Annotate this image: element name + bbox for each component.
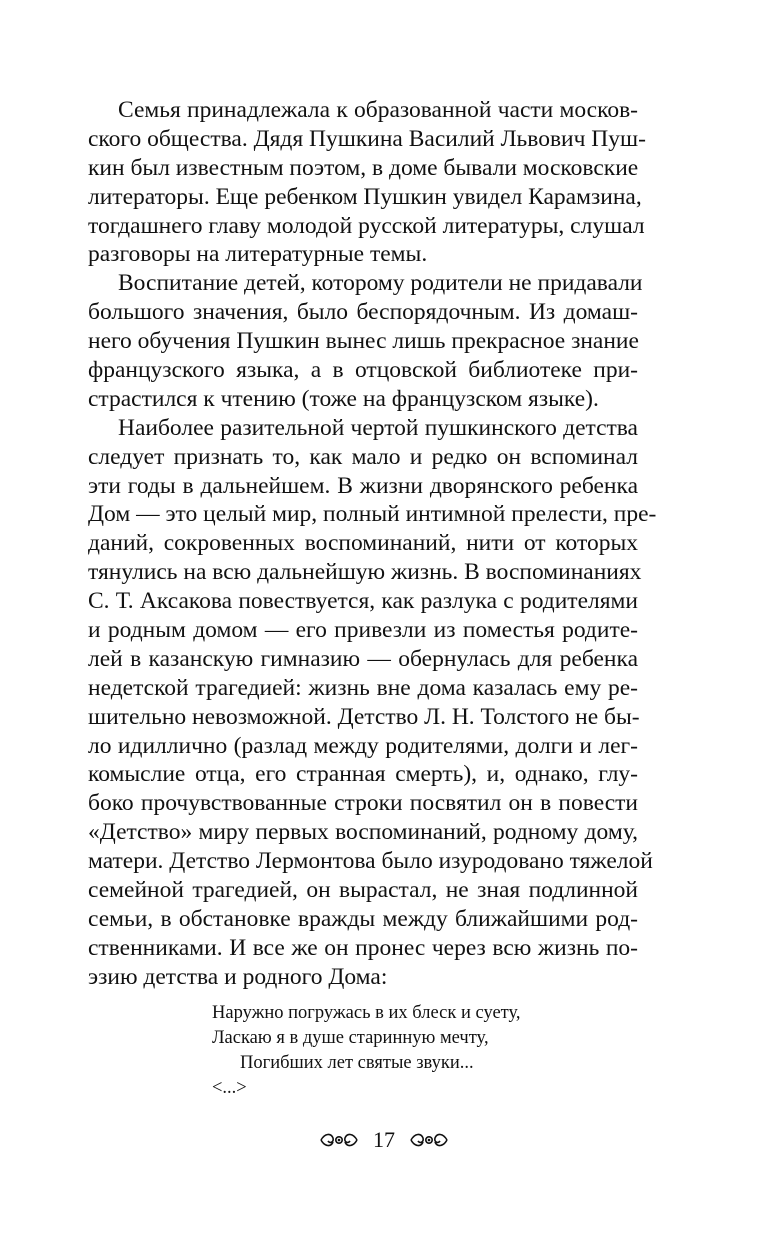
page-footer [0,1122,768,1158]
text-line: французского языка, а в отцовской библиотеке при- [88,357,638,384]
text-line: тянулись на всю дальнейшую жизнь. В воспоминаниях [88,559,642,586]
text-line: Наиболее разительной чертой пушкинского детства [118,414,638,441]
right-ornament-icon [407,1129,451,1151]
body-text [88,96,657,992]
text-line: страстился к чтению (тоже на французском языке). [88,385,599,412]
text-line: матери. Детство Лермонтова было изуродовано тяжелой [88,848,653,875]
text-line: эзию детства и родного Дома: [88,963,388,990]
text-line: семейной трагедией, он вырастал, не зная подлинной [88,877,638,904]
text-line: литераторы. Еще ребенком Пушкин увидел Карамзина, [88,183,642,210]
text-line: шительно невозможной. Детство Л. Н. Толстого не бы- [88,703,640,730]
text-line: боко прочувствованные строки посвятил он в повести [88,790,638,817]
poem-line: Погибших лет святые звуки... [240,1053,474,1073]
text-line: ского общества. Дядя Пушкина Василий Львович Пуш- [88,125,646,152]
text-line: семьи, в обстановке вражды между ближайшими род- [88,905,638,932]
text-line: С. Т. Аксакова повествуется, как разлука с родителями [88,588,638,615]
text-line: кин был известным поэтом, в доме бывали московские [88,154,639,181]
text-line: него обучения Пушкин вынес лишь прекрасное знание [88,328,639,355]
text-line: разговоры на литературные темы. [88,241,428,268]
text-line: большого значения, было беспорядочным. Из домаш- [88,299,638,326]
text-line: «Детство» миру первых воспоминаний, родному дому, [88,819,638,846]
text-line: тогдашнего главу молодой русской литературы, слушал [88,212,645,239]
poem-line: <...> [212,1078,247,1098]
text-line: эти годы в дальнейшем. В жизни дворянского ребенка [88,472,638,499]
text-line: Дом — это целый мир, полный интимной прелести, пре- [88,501,657,528]
text-line: следует признать то, как мало и редко он вспоминал [88,443,638,470]
text-line: ственниками. И все же он пронес через всю жизнь по- [88,934,638,961]
text-line: Семья принадлежала к образованной части москов- [118,97,638,123]
poem-quote [212,1001,612,1101]
page-number: 17 [373,1127,395,1152]
text-line: Воспитание детей, которому родители не придавали [118,270,643,297]
text-line: и родным домом — его привезли из поместья родите- [88,617,638,644]
text-line: даний, сокровенных воспоминаний, нити от которых [88,530,638,557]
left-ornament-icon [317,1129,361,1151]
text-line: комыслие отца, его странная смерть), и, однако, глу- [88,761,638,788]
text-line: недетской трагедией: жизнь вне дома казалась ему ре- [88,674,638,701]
text-line: ло идиллично (разлад между родителями, долги и лег- [88,732,638,759]
poem-line: Ласкаю я в душе старинную мечту, [212,1028,489,1048]
text-line: лей в казанскую гимназию — обернулась для ребенка [88,645,638,672]
poem-line: Наружно погружась в их блеск и суету, [212,1003,521,1023]
